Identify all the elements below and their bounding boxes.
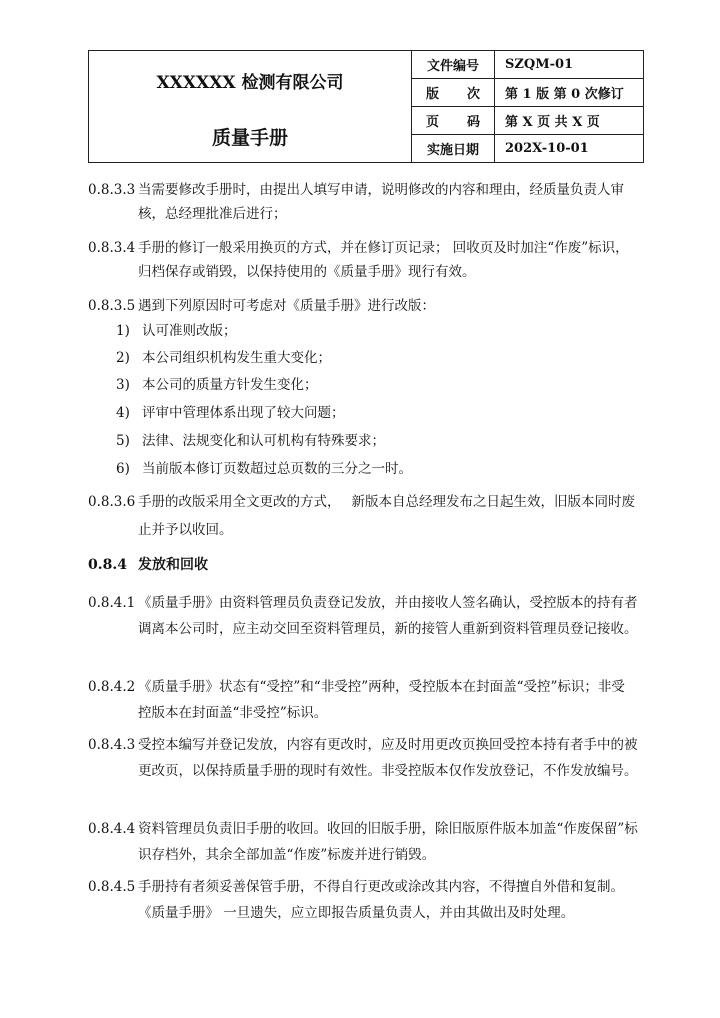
paragraph-number: 0.8.4.5 [88, 879, 136, 895]
section-title: 发放和回收 [138, 557, 208, 573]
company-name: XXXXXX 检测有限公司 [156, 72, 344, 93]
paragraph-0-8-3-3 [88, 178, 638, 226]
paragraph-0-8-4-3 [88, 732, 638, 784]
header-title-cell [89, 51, 412, 163]
document-title: 质量手册 [211, 126, 288, 149]
list-item: 1) 认可准则改版； [116, 323, 237, 339]
paragraph-number: 0.8.4.2 [88, 679, 136, 695]
paragraph-text: 手册的修订一般采用换页的方式，并在修订页记录； 回收页及时加注“作废”标识，归档保存或销毁，以保持使用的《质量手册》现行有效。 [138, 240, 629, 280]
paragraph-text: 《质量手册》状态有“受控”和“非受控”两种，受控版本在封面盖“受控”标识；非受控版本在封面盖“非受控”标识。 [138, 679, 625, 721]
paragraph-text: 手册的改版采用全文更改的方式， 新版本自总经理发布之日起生效，旧版本同时废止并予以收回。 [138, 494, 636, 538]
header-value-date: 202X-10-01 [495, 135, 644, 163]
paragraph-text: 当需要修改手册时，由提出人填写申请，说明修改的内容和理由，经质量负责人审核，总经理批准后进行； [138, 182, 624, 222]
list-item: 6) 当前版本修订页数超过总页数的三分之一时。 [116, 461, 412, 477]
paragraph-0-8-3-5 [88, 294, 638, 318]
section-heading [88, 554, 208, 576]
paragraph-text: 手册持有者须妥善保管手册，不得自行更改或涂改其内容，不得擅自外借和复制。《质量手册》 一旦遗失，应立即报告质量负责人，并由其做出及时处理。 [138, 879, 624, 921]
paragraph-0-8-4-5 [88, 874, 638, 926]
paragraph-number: 0.8.3.3 [88, 182, 136, 198]
section-number: 0.8.4 [88, 557, 127, 573]
paragraph-text: 资料管理员负责旧手册的收回。收回的旧版手册，除旧版原件版本加盖“作废保留”标识存档外，其余全部加盖“作废”标废并进行销毁。 [138, 821, 638, 863]
paragraph-number: 0.8.3.5 [88, 298, 136, 314]
document-header-table [88, 50, 644, 163]
paragraph-number: 0.8.4.4 [88, 821, 136, 837]
paragraph-number: 0.8.4.1 [88, 595, 136, 611]
list-item: 4) 评审中管理体系出现了较大问题； [116, 405, 345, 421]
paragraph-number: 0.8.3.4 [88, 240, 136, 256]
paragraph-0-8-3-6 [88, 488, 638, 544]
header-label-date: 实施日期 [412, 135, 495, 163]
paragraph-number: 0.8.4.3 [88, 737, 136, 753]
header-value-doc-no: SZQM-01 [495, 51, 644, 79]
header-value-edition: 第 1 版 第 0 次修订 [495, 79, 644, 107]
paragraph-number: 0.8.3.6 [88, 494, 136, 510]
header-label-edition: 版 次 [412, 79, 495, 107]
paragraph-text: 受控本编写并登记发放，内容有更改时，应及时用更改页换回受控本持有者手中的被更改页，以保持质量手册的现时有效性。非受控版本仅作发放登记，不作发放编号。 [138, 737, 638, 779]
list-item: 2) 本公司组织机构发生重大变化； [116, 350, 331, 366]
paragraph-text: 《质量手册》由资料管理员负责登记发放，并由接收人签名确认，受控版本的持有者调离本公司时，应主动交回至资料管理员，新的接管人重新到资料管理员登记接收。 [138, 595, 638, 637]
list-item: 5) 法律、法规变化和认可机构有特殊要求； [116, 433, 385, 449]
paragraph-0-8-4-2 [88, 674, 638, 726]
header-value-page: 第 X 页 共 X 页 [495, 107, 644, 135]
paragraph-0-8-4-1 [88, 590, 638, 642]
header-label-doc-no: 文件编号 [412, 51, 495, 79]
paragraph-text: 遇到下列原因时可考虑对《质量手册》进行改版： [138, 298, 435, 314]
list-item: 3) 本公司的质量方针发生变化； [116, 377, 318, 393]
paragraph-0-8-3-4 [88, 236, 638, 284]
paragraph-0-8-4-4 [88, 816, 638, 868]
header-label-page: 页 码 [412, 107, 495, 135]
